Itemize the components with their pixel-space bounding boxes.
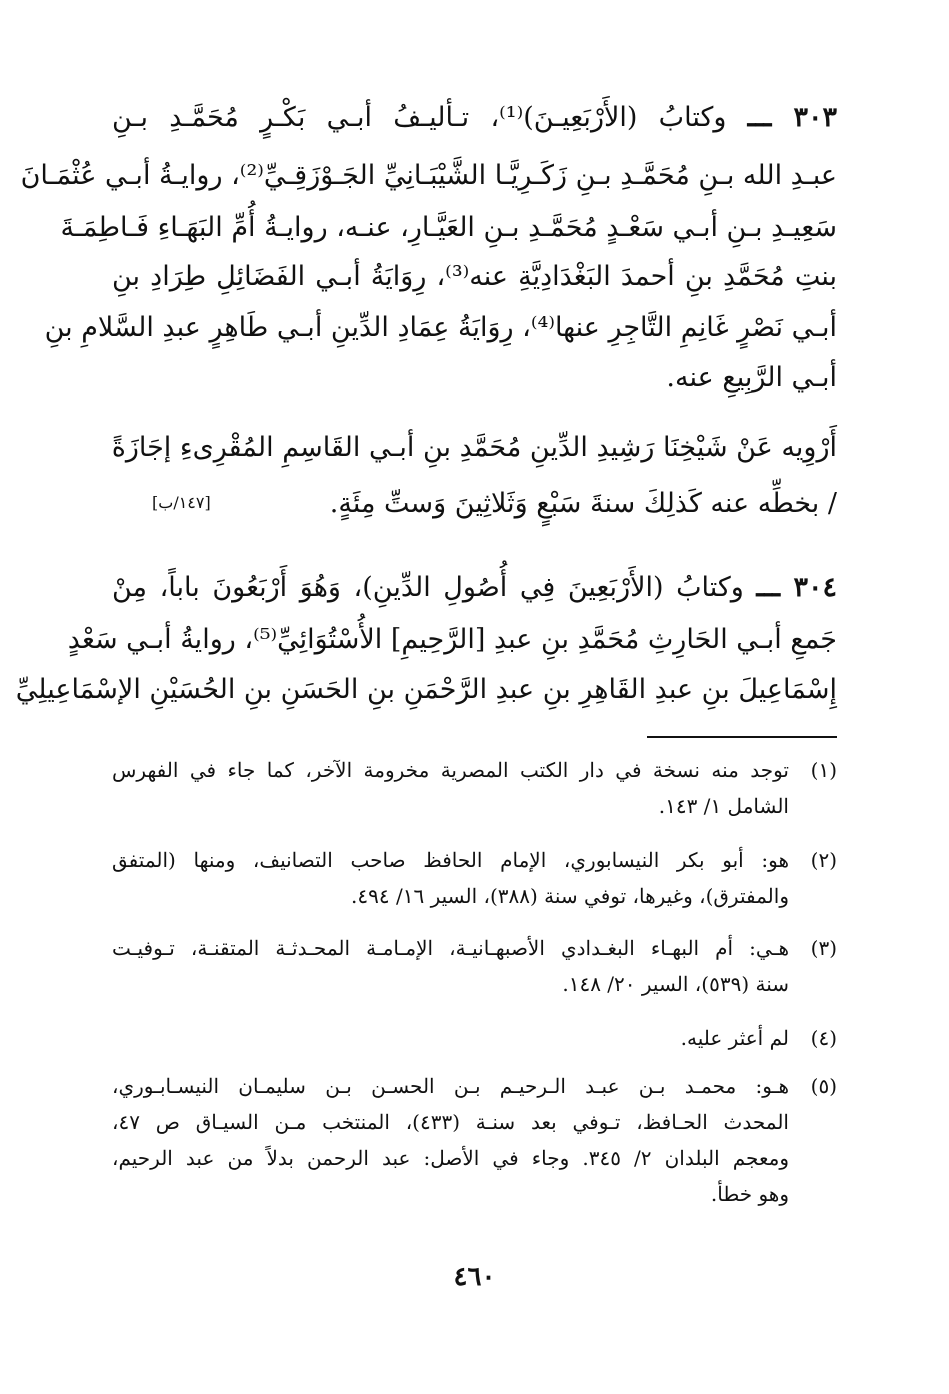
entry-304-line-1 [112,568,837,608]
footnote-3 [112,930,837,1002]
entry-303-line-6: أبـي الرَّبِيعِ عنه. [666,362,837,393]
footnote-line: الشامل ١/ ١٤٣. [658,794,789,818]
footnote-line: وهو خطأ. [710,1182,789,1206]
footnote-separator [647,736,837,738]
entry-304-line-3: إِسْمَاعِيلَ بنِ عبدِ القَاهِرِ بنِ عبدِ الرَّحْمَنِ بنِ الحَسَنِ بنِ الحُسَيْنِ الإسْمَاعِيلِيِّ [15,674,837,705]
footnote-number: (٤) [810,1026,837,1050]
entry-303-line-2: عبـدِ الله بـنِ مُحَمَّـدِ بـنِ زَكَـرِيَّـا الشَّيْبَـانِيِّ الجَـوْزَقِـيِّ⁽²⁾، روايـةُ أبـي عُثْمَـانَ [20,160,837,191]
footnote-line: هـو: محمـد بـن عبـد الـرحيـم بـن الحسـن بـن سليمـان النيسـابـوري، [112,1074,789,1098]
footnote-2 [112,842,837,914]
footnote-line: لم أعثر عليه. [680,1026,789,1050]
folio-marker: / [827,488,837,519]
footnote-line: ومعجم البلدان ٢/ ٣٤٥. وجاء في الأصل: عبد الرحمن بدلاً من عبد الرحيم، [112,1146,789,1170]
footnote-number: (٢) [810,848,837,872]
riwaya-line-1: أَرْوِيه عَنْ شَيْخِنَا رَشِيدِ الدِّينِ مُحَمَّدِ بنِ أبـي القَاسِمِ المُقْرِىءِ إجَازَةً [111,432,837,463]
entry-303-line-1 [112,98,837,138]
entry-304-line-2: جَمعِ أبـي الحَارِثِ مُحَمَّدِ بنِ عبدِ [الرَّحِيمِ] الأُسْتُوَائِيِّ⁽⁵⁾، روايةُ أبـي سَعْدٍ [67,624,837,655]
footnote-number: (٥) [810,1074,837,1098]
entry-303-line-4: بنتِ مُحَمَّدِ بنِ أحمدَ البَغْدَادِيَّةِ عنه⁽³⁾، رِوَايَةُ أبـي الفَضَائِلِ طِرَادِ بنِ [112,261,837,292]
footnote-line: سنة (٥٣٩)، السير ٢٠/ ١٤٨. [562,972,789,996]
entry-number-303: ٣٠٣ ـــ [747,102,837,133]
footnote-line: توجد منه نسخة في دار الكتب المصرية مخرومة الآخر، كما جاء في الفهرس [112,758,789,782]
footnote-5 [112,1068,837,1212]
page-number: ٤٦٠ [453,1262,496,1292]
footnote-4 [112,1020,837,1056]
entry-303-text: وكتابُ (الأَرْبَعِيـنَ)⁽¹⁾، تـأليـفُ أبـي بَكْـرٍ مُحَمَّـدِ بـنِ [112,102,727,133]
footnote-line: هـي: أم البهـاء البغـدادي الأصبهـانيـة، الإمـامـة المحـدثـة المتقنـة، تـوفيـت [112,936,789,960]
riwaya-line-2 [112,484,837,524]
entry-number-304: ٣٠٤ ـــ [756,572,837,603]
margin-folio-note: [١٤٧/ب] [152,493,211,512]
footnote-1 [112,752,837,824]
entry-303-line-3: سَعِيـدِ بـنِ أبـي سَعْـدٍ مُحَمَّـدِ بـنِ العَيَّـارِ، عنـه، روايـةُ أُمِّ البَهَـاءِ فَـاطِمَـةَ [60,212,837,243]
entry-304-text: وكتابُ (الأَرْبَعِينَ فِي أُصُولِ الدِّينِ)، وَهُوَ أَرْبَعُونَ باباً، مِنْ [112,572,744,603]
footnote-line: المحدث الحـافظ، تـوفي بعد سنـة (٤٣٣)، المنتخب مـن السيـاق ص ٤٧، [112,1110,789,1134]
footnote-line: والمفترق)، وغيرها، توفي سنة (٣٨٨)، السير ١٦/ ٤٩٤. [351,884,789,908]
footnote-line: هو: أبو بكر النيسابوري، الإمام الحافظ صاحب التصانيف، ومنها (المتفق [112,848,789,872]
entry-303-line-5: أبـي نَصْرٍ غَانِمِ التَّاجِرِ عنها⁽⁴⁾، رِوَايَةُ عِمَادِ الدِّينِ أبـي طَاهِرٍ عبدِ السَّلامِ بنِ [44,312,837,343]
footnote-number: (١) [810,758,837,782]
riwaya-text: بخطِّه عنه كَذلِكَ سنةَ سَبْعٍ وَثَلاثِينَ وَستِّ مِئَةٍ. [329,488,820,519]
footnote-number: (٣) [810,936,837,960]
